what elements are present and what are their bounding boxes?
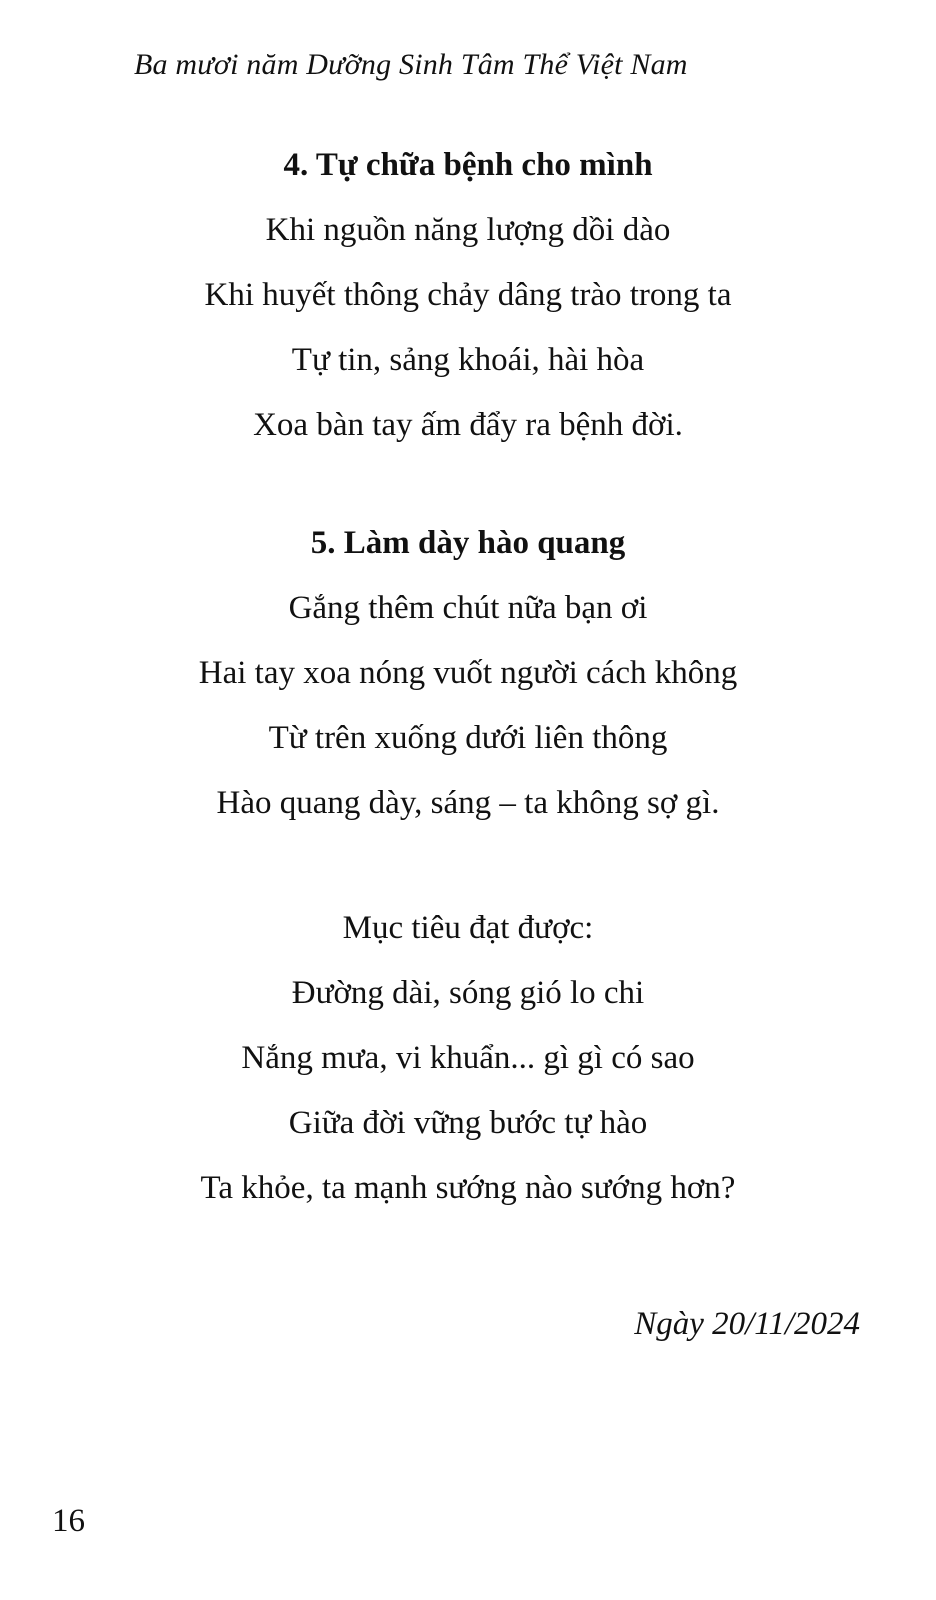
goal-label: Mục tiêu đạt được: [342, 910, 594, 946]
verse [0, 198, 936, 458]
section-heading: 5. Làm dày hào quang [310, 525, 626, 561]
verse-line: Hai tay xoa nóng vuốt người cách không [198, 655, 738, 691]
verse-line: Hào quang dày, sáng – ta không sợ gì. [216, 785, 720, 821]
verse-line: Khi huyết thông chảy dâng trào trong ta [204, 277, 732, 313]
section-tu-chua-benh [0, 132, 936, 458]
verse-line: Ta khỏe, ta mạnh sướng nào sướng hơn? [200, 1170, 736, 1206]
verse [0, 576, 936, 836]
verse-line: Gắng thêm chút nữa bạn ơi [288, 590, 648, 626]
verse-line: Giữa đời vững bước tự hào [288, 1105, 648, 1141]
goal-section [0, 896, 936, 1221]
section-heading: 4. Tự chữa bệnh cho mình [283, 147, 653, 183]
page-number: 16 [52, 1503, 85, 1539]
verse-line: Tự tin, sảng khoái, hài hòa [291, 342, 645, 378]
verse-line: Khi nguồn năng lượng dồi dào [265, 212, 671, 248]
date-signature: Ngày 20/11/2024 [634, 1306, 860, 1342]
verse-line: Đường dài, sóng gió lo chi [291, 975, 645, 1011]
verse-line: Xoa bàn tay ấm đẩy ra bệnh đời. [253, 407, 683, 443]
verse-line: Từ trên xuống dưới liên thông [268, 720, 668, 756]
verse [0, 896, 936, 1221]
running-header: Ba mươi năm Dưỡng Sinh Tâm Thể Việt Nam [134, 48, 688, 81]
section-lam-day-hao-quang [0, 510, 936, 836]
verse-line: Nắng mưa, vi khuẩn... gì gì có sao [241, 1040, 695, 1076]
